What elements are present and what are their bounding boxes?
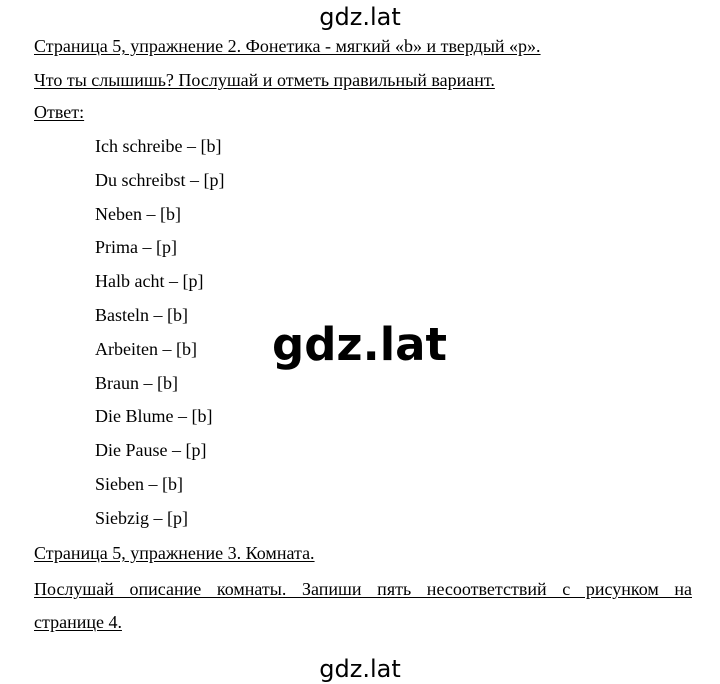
watermark-middle: gdz.lat: [272, 318, 448, 371]
exercise-3-task-line-2: странице 4.: [34, 612, 122, 632]
answer-item: Die Blume – [b]: [95, 406, 213, 427]
answer-item: Die Pause – [p]: [95, 440, 207, 461]
exercise-2-heading: Страница 5, упражнение 2. Фонетика - мягкий «b» и твердый «p».: [34, 36, 541, 56]
answer-item: Neben – [b]: [95, 203, 181, 224]
answer-list: [95, 135, 224, 541]
answer-item: Ich schreibe – [b]: [95, 136, 222, 156]
exercise-2-task: Что ты слышишь? Послушай и отметь правильный вариант.: [34, 70, 495, 90]
answer-item: Siebzig – [p]: [95, 507, 188, 528]
answer-item: Prima – [p]: [95, 237, 177, 258]
exercise-3-task-line-1: Послушай описание комнаты. Запиши пять несоответствий с рисунком на: [34, 579, 692, 599]
answer-item: Braun – [b]: [95, 372, 178, 393]
answer-item: Basteln – [b]: [95, 304, 188, 325]
exercise-3-heading: Страница 5, упражнение 3. Комната.: [34, 543, 315, 563]
answer-item: Du schreibst – [p]: [95, 169, 225, 190]
watermark-bottom: gdz.lat: [319, 655, 401, 683]
watermark-top: gdz.lat: [319, 3, 401, 31]
answer-label: Ответ:: [34, 102, 85, 122]
answer-item: Sieben – [b]: [95, 473, 183, 494]
answer-item: Halb acht – [p]: [95, 271, 204, 292]
answer-item: Arbeiten – [b]: [95, 338, 197, 359]
